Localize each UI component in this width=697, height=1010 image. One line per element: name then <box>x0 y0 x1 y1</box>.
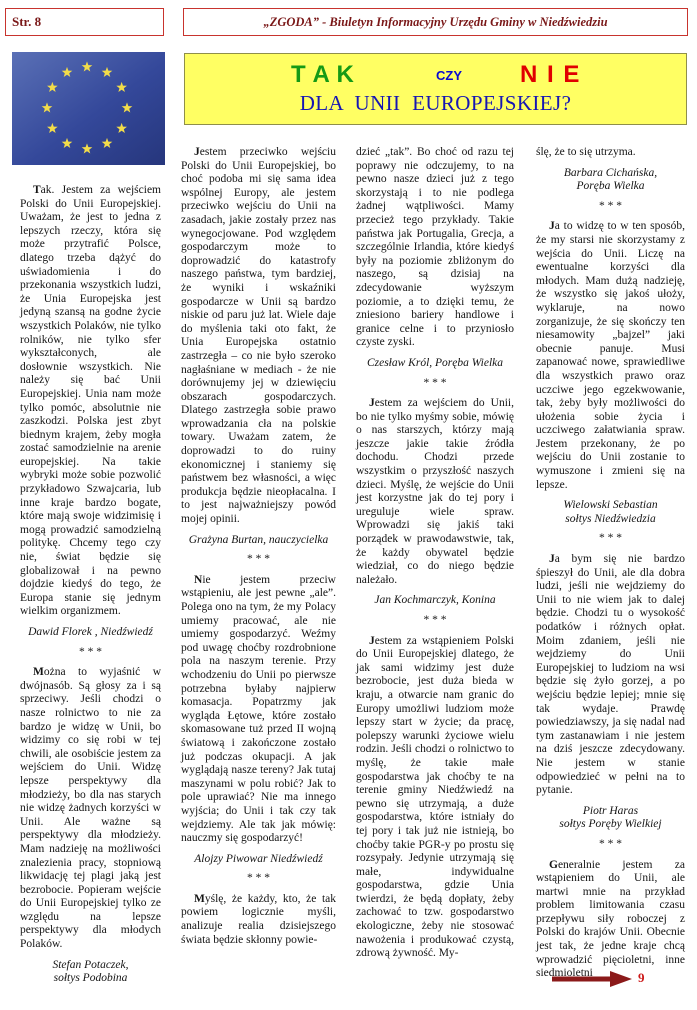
author-line: sołtys Podobina <box>53 972 128 985</box>
author-line: sołtys Poręby Wielkiej <box>559 818 662 831</box>
opinion-author <box>356 594 514 608</box>
separator-stars: * * * <box>599 837 622 850</box>
separator-stars: * * * <box>423 376 447 389</box>
opinion-text: Jestem za wejściem do Unii, bo nie tylko myśmy sobie, mówię o nas starszych, którzy mają jeszcze jakie takie źródła dochodu. Chodzi przede wszystkim o przyszłość naszych dzieci. Myślę, że wejście do Unii jest korzystne jak do tej pory i ureguluje wiele spraw. Wprowadzi się jakiś taki porządek w prawodawstwie, tak, że każdy obywatel będzie wiedział, co do niego będzie należało. <box>356 397 514 586</box>
eu-flag-icon <box>12 52 165 165</box>
author-line: Czesław Król, Poręba Wielka <box>366 356 504 369</box>
next-page-number: 9 <box>638 970 645 985</box>
opinion-author <box>20 626 161 640</box>
opinion-text-continued: ślę, że to się utrzyma. <box>536 146 636 158</box>
separator-stars: * * * <box>599 199 622 212</box>
separator-stars: * * * <box>247 553 270 566</box>
publication-title: „ZGODA” - Biuletyn Informacyjny Urzędu Gminy w Niedźwiedziu <box>263 15 608 29</box>
headline-subtitle: DLA UNII EUROPEJSKIEJ? <box>299 91 572 115</box>
opinion-author <box>20 959 161 986</box>
opinion-text: Tak. Jestem za wejściem Polski do Unii Europejskiej. Uważam, że jest to jedna z lepszych rzeczy, która się może przytrafić Polsce, dlatego trzeba dążyć do uświadomienia i do przekonania wszystkich ludzi, że Unia Europejska jest jedyną szansą na godne życie wszystkich Polaków, nie tylko rolników, nie tylko sfer wykształconych, ale dosłownie wszystkich. Nie należy się bać Unii Europejskiej. Unia nam może tylko pomóc, absolutnie nie zaszkodzi. Polska jest zbyt biednym krajem, żeby mogła zostać samodzielnie na arenie europejskiej. Na takie wybryki może sobie pozwolić przykładowo Szwajcaria, lub inne kraje bardzo bogate, które mają swoje widzimisię i mogą prowadzić samodzielną politykę. Chcemy tego czy nie, świat będzie się globalizował i na pewno dojdzie kiedyś do tego, że Europa stanie się jednym wielkim organizmem. <box>20 184 161 618</box>
author-line: Jan Kochmarczyk, Konina <box>374 594 496 607</box>
author-line: Wielowski Sebastian <box>563 499 658 512</box>
opinion-text: Można to wyjaśnić w dwójnasób. Są głosy za i są sprzeciwy. Jeśli chodzi o nasze rolnictwo to nie za bardzo je widzę w Unii, bo widzimy co się robi w tej chwili, ale osobiście jestem za wejściem do Unii. Widzę lepsze perspektywy dla młodzieży, bo dla nas starych nie widzę żadnych korzyści w Unii. Ale ważne są perspektywy dla młodzieży. Mam nadzieję na możliwości znalezienia pracy, stopniową likwidację tej plagi jaką jest bezrobocie. Popieram wejście do Unii Europejskiej tylko ze względu na lepsze perspektywy dla młodych Polaków. <box>20 666 161 951</box>
article-column-4 <box>536 146 685 981</box>
opinion-author <box>181 534 336 548</box>
page-number-box <box>5 8 164 36</box>
page-label: Str. 8 <box>12 14 42 29</box>
article-column-1 <box>20 184 161 990</box>
author-line: Poręba Wielka <box>576 180 645 193</box>
opinion-author <box>356 357 514 371</box>
separator-stars: * * * <box>247 872 270 885</box>
opinion-text: Myślę, że każdy, kto, że tak powiem logicznie myśli, analizuje realia dzisiejszego świata będzie skłonny powie- <box>181 892 336 946</box>
separator-stars: * * * <box>599 532 622 545</box>
opinion-author <box>536 167 685 194</box>
article-column-2 <box>181 146 336 947</box>
opinion-text: Nie jestem przeciw wstąpieniu, ale jest pewne „ale”. Polega ono na tym, że my Polacy umiemy pracować, ale nie umiemy gospodarzyć. Weźmy pod uwagę choćby rozdrobnione pola na naszym terenie. Przy wchodzeniu do Unii po pierwsze potrzebna byłaby najpierw komasacja. Popatrzmy jak wygląda Łętowe, które zostało skomasowane tuż przed II wojną światową i zakończone zostało już podczas okupacji. A jak wyglądają nasze tereny? Jak tutaj maszynami w polu robić? Jak to pole uprawiać? Nie ma innego wyjścia; do Unii i tak czy tak wejdziemy. Ale tak jak mówię: nauczmy się gospodarzyć! <box>181 573 336 845</box>
opinion-text: Generalnie jestem za wstąpieniem do Unii, ale martwi mnie na przykład problem limitowania czasu przepływu siły roboczej z Polski do krajów Unii. Obecnie jest tak, że jedne kraje chcą wprowadzić pięcioletni, inne siedmioletni <box>536 858 685 980</box>
author-line: Grażyna Burtan, nauczycielka <box>188 533 329 546</box>
opinion-text: Jestem przeciwko wejściu Polski do Unii Europejskiej, bo choć podoba mi się sama idea wspólnej Europy, ale jestem przeciwko wejściu do Unii na zasadach, jakie zostały przez nas wynegocjowane. Pod względem gospodarczym może to doprowadzić do katastrofy naszego państwa, tym bardziej, że wyniki i wskaźniki gospodarcze w Unii są bardzo niskie od paru już lat. Wiele daje do myślenia taki oto fakt, że Unia Europejska ostatnio zastrzegła – co nie było szeroko nagłaśniane w mediach - że nie dorównujemy jej w dziewięciu obszarach gospodarczych. Dlatego zastrzegła sobie prawo wprowadzania cła na polskie towary. Uważam zatem, że doprowadzi to do ruiny ekonomicznej i staniemy się państwem bez własności, a więc produkcja będzie nieopłacalna. I to jest najważniejszy powód mojej opinii. <box>181 146 336 526</box>
headline-box <box>184 53 687 125</box>
article-column-3 <box>356 146 514 961</box>
author-line: Piotr Haras <box>582 804 639 817</box>
separator-stars: * * * <box>423 614 447 626</box>
right-arrow-icon <box>548 969 636 989</box>
opinion-text: Ja to widzę to w ten sposób, że my starsi nie skorzystamy z wejścia do Unii. Liczę na ewentualne korzyści dla młodych. Mam dużą nadzieję, że wszystko się jakoś ułoży, wyklaruje, na nowo zorganizuje, że się skończy ten niesamowity „bajzel” jaki obecnie panuje. Musi zapanować nowe, sprawiedliwe dla wszystkich prawo oraz uczciwe jego egzekwowanie, tak, żeby były możliwości do ułożenia sobie życia i uczciwego załatwiania spraw. Jestem przekonany, że po wejściu do Unii zostanie to wymuszone i zmieni się na lepsze. <box>536 220 685 491</box>
publication-header <box>183 8 688 36</box>
separator-stars: * * * <box>79 645 102 658</box>
author-line: Barbara Cichańska, <box>563 166 658 179</box>
author-line: sołtys Niedźwiedzia <box>565 512 656 525</box>
opinion-author <box>536 499 685 526</box>
headline-yes: T A K <box>291 61 354 88</box>
author-line: Alojzy Piwowar Niedźwiedź <box>194 852 323 865</box>
author-line: Stefan Potaczek, <box>52 958 129 971</box>
headline-or: CZY <box>436 68 462 83</box>
author-line: Dawid Florek , Niedźwiedź <box>28 626 153 638</box>
opinion-text: Jestem za wstąpieniem Polski do Unii Europejskiej dlatego, że jak sami widzimy jest duże bezrobocie, jest duża bieda w kraju, a otwarcie nam granic do Europy umożliwi ludziom może lepszy start w życie; da pracę, polepszy warunki życiowe wielu rodzin. Jeśli chodzi o rolnictwo to myślę, że takie małe gospodarstwa jak choćby te na terenie gminy Niedźwiedź na pewno się utrzymają, a duże gospodarstwa, które istniały do tej pory i tak już nie istnieją, bo choćby takie PGR-y po prostu się rozsypały. Jedynie utrzymają się małe, indywidualne gospodarstwa, gdzie Unia twierdzi, że będą dopłaty, żeby zachować to tzw. gospodarstwo ekologiczne, żeby nie stosować nawożenia i produkować czystą, zdrową żywność. My- <box>356 634 514 960</box>
opinion-text-continued: dzieć „tak”. Bo choć od razu tej poprawy nie odczujemy, to na pewno nasze dzieci już z tego skorzystają i to nie podlega żadnej wątpliwości. Mamy przecież tego przykłady. Takie państwa jak Portugalia, Grecja, a szczególnie Irlandia, które kiedyś były na poziomie zbliżonym do naszego, są dzisiaj na zdecydowanie wyższym poziomie, a to dzięki temu, że zniesiono bariery handlowe i granice celne i to przyniosło czyste zyski. <box>356 146 514 349</box>
opinion-author <box>181 853 336 867</box>
headline-no: N I E <box>520 61 580 88</box>
opinion-text: Ja bym się nie bardzo śpieszył do Unii, ale dla dobra ludzi, jeśli nie wejdziemy do Unii to nie wiem jak to dalej będzie. Chodzi tu o wysokość podatków i różnych opłat. Moim zdaniem, jeśli nie wejdziemy do Unii Europejskiej to ludziom na wsi będzie się żyło gorzej, a po wejściu będzie lepiej; mnie się tak wydaje. Prawdę powiedziawszy, ja się nadal nad tym zastanawiam i nie jestem na dziś jeszcze zdecydowany. Nie jestem w stanie odpowiedzieć w pełni na to pytanie. <box>536 553 685 797</box>
opinion-author <box>536 805 685 832</box>
